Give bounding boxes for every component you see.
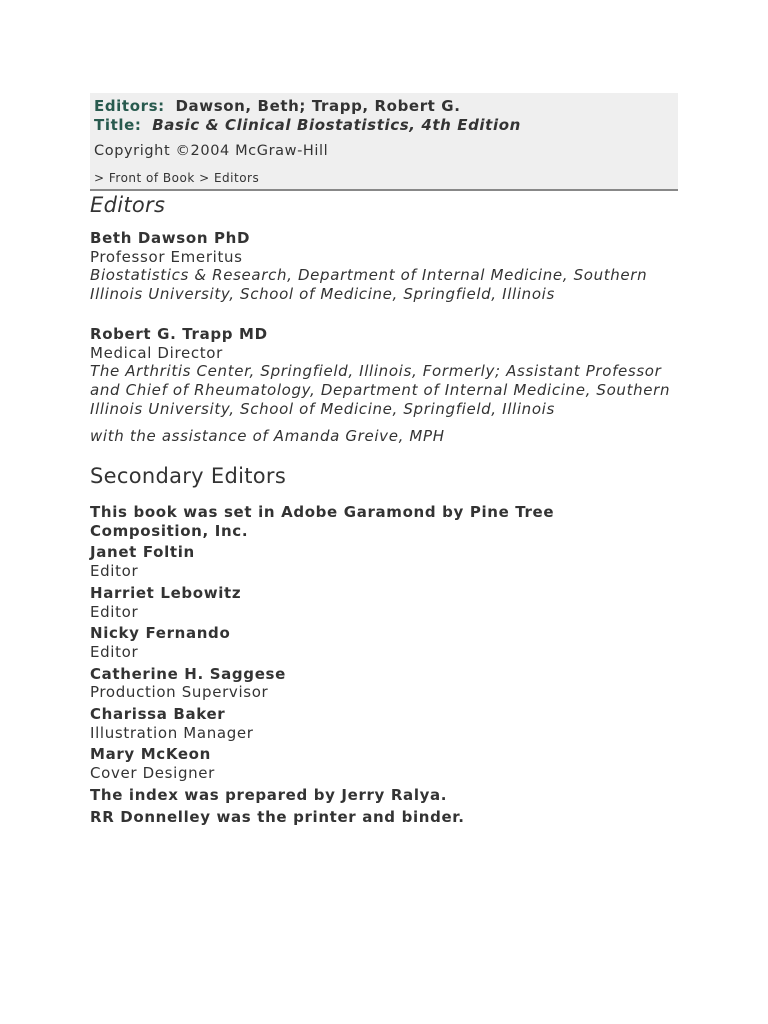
person-name: Charissa Baker bbox=[90, 705, 226, 724]
assistance-note: with the assistance of Amanda Greive, MPH bbox=[90, 427, 445, 446]
person-role: Cover Designer bbox=[90, 764, 215, 783]
editor-name: Robert G. Trapp MD bbox=[90, 324, 268, 343]
editor-name: Beth Dawson PhD bbox=[90, 229, 251, 247]
person-role: Production Supervisor bbox=[90, 683, 269, 702]
editors-row bbox=[94, 97, 674, 116]
editor-entry bbox=[90, 325, 678, 419]
person-name: Nicky Fernando bbox=[90, 624, 231, 643]
editor-affiliation: The Arthritis Center, Springfield, Illinois, Formerly; Assistant Professor and Chief of Rheumatology, Department of Internal Medicine, Southern Illinois University, School of Medicine, Springfield, Illinois bbox=[90, 362, 671, 418]
person-role: Editor bbox=[90, 642, 139, 661]
typesetting-note: This book was set in Adobe Garamond by Pine Tree Composition, Inc. bbox=[90, 503, 555, 540]
secondary-editor-entry bbox=[90, 543, 678, 580]
editor-entry bbox=[90, 229, 678, 304]
copyright-notice: Copyright ©2004 McGraw-Hill bbox=[94, 143, 329, 159]
index-note: The index was prepared by Jerry Ralya. bbox=[90, 785, 448, 804]
secondary-editor-entry bbox=[90, 745, 678, 782]
person-name: Catherine H. Saggese bbox=[90, 664, 286, 683]
breadcrumb[interactable]: > Front of Book > Editors bbox=[94, 171, 260, 185]
secondary-editor-entry bbox=[90, 705, 678, 742]
person-name: Janet Foltin bbox=[90, 543, 195, 562]
secondary-editor-entry bbox=[90, 584, 678, 621]
editors-value: Dawson, Beth; Trapp, Robert G. bbox=[175, 97, 461, 115]
person-role: Illustration Manager bbox=[90, 723, 254, 742]
editors-heading: Editors bbox=[90, 193, 166, 217]
printer-note: RR Donnelley was the printer and binder. bbox=[90, 807, 465, 826]
title-label: Title: bbox=[94, 116, 142, 134]
person-role: Editor bbox=[90, 562, 139, 581]
secondary-editor-entry bbox=[90, 665, 678, 702]
secondary-editors-heading: Secondary Editors bbox=[90, 464, 287, 489]
person-name: Mary McKeon bbox=[90, 745, 211, 764]
editors-label: Editors: bbox=[94, 97, 165, 115]
secondary-editor-entry bbox=[90, 624, 678, 661]
title-row bbox=[94, 116, 674, 135]
editor-role: Medical Director bbox=[90, 343, 223, 362]
person-name: Harriet Lebowitz bbox=[90, 583, 242, 602]
book-title: Basic & Clinical Biostatistics, 4th Edition bbox=[152, 116, 521, 134]
editor-role: Professor Emeritus bbox=[90, 247, 243, 266]
editor-affiliation: Biostatistics & Research, Department of Internal Medicine, Southern Illinois University, School of Medicine, Springfield, Illinois bbox=[90, 266, 648, 304]
book-header bbox=[90, 93, 678, 191]
document-page bbox=[90, 93, 678, 826]
person-role: Editor bbox=[90, 602, 139, 621]
